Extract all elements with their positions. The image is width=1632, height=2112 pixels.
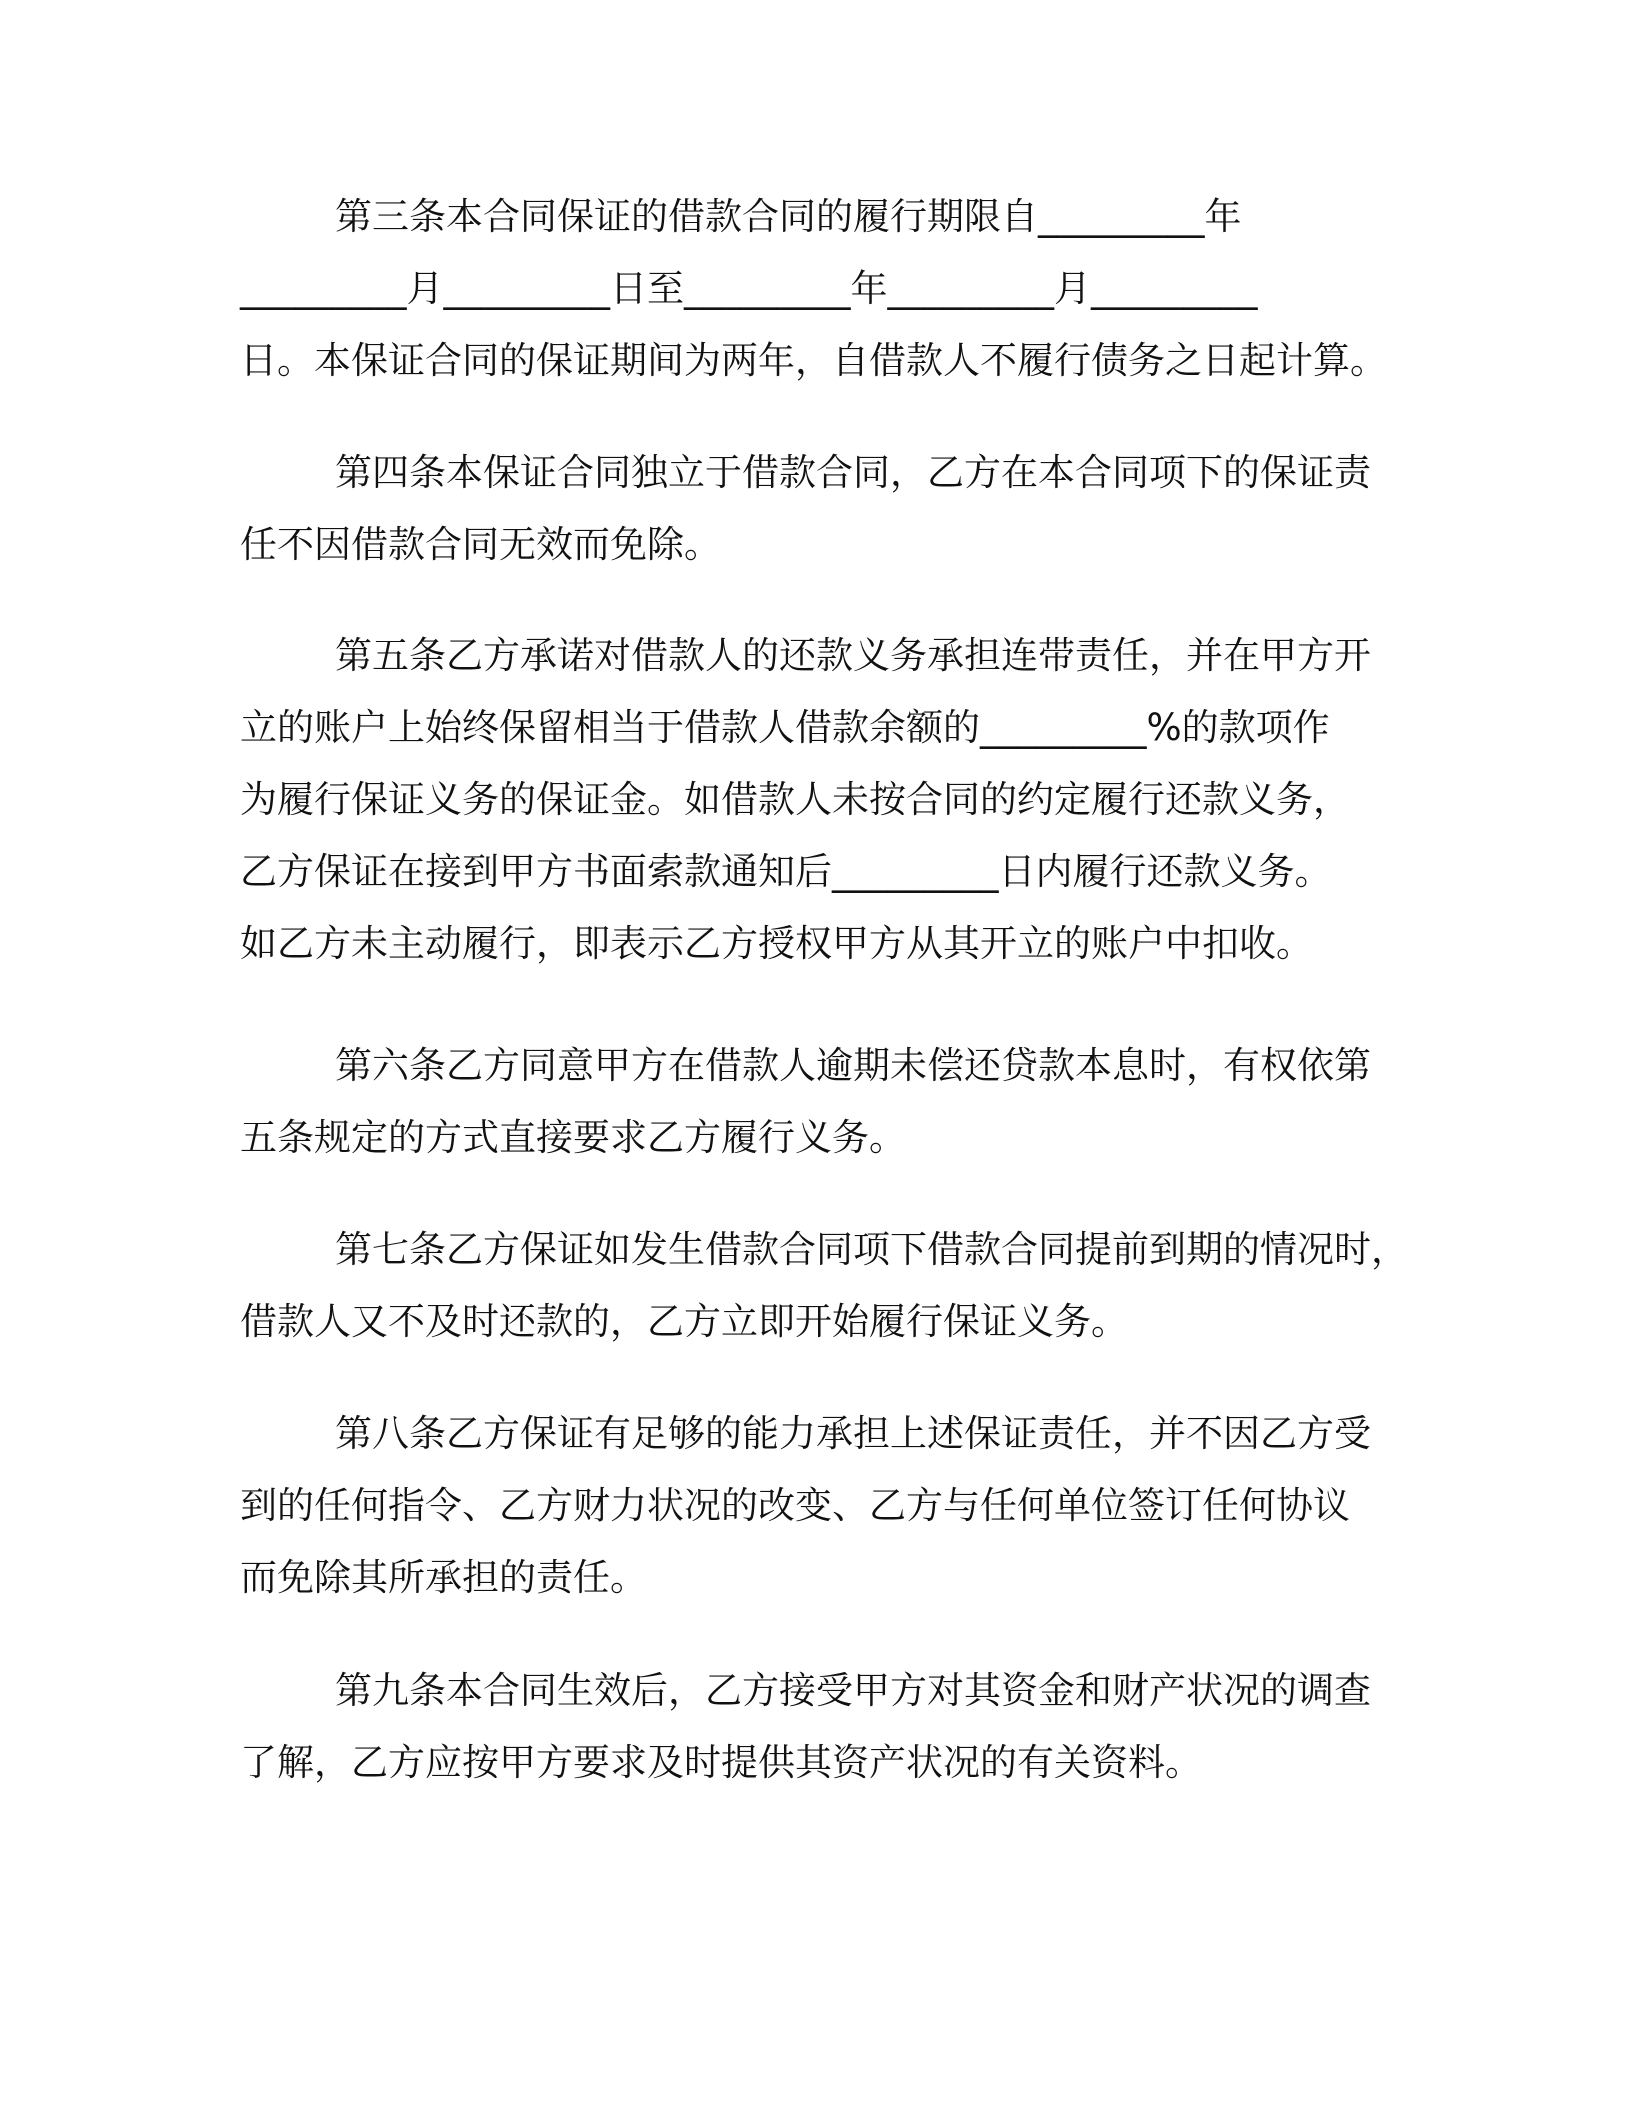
article-5	[240, 620, 1400, 980]
paragraph-line: 如乙方未主动履行，即表示乙方授权甲方从其开立的账户中扣收。	[240, 922, 1313, 965]
paragraph-line: _________月_________日至_________年_________月_________	[240, 267, 1258, 310]
paragraph-line: 任不因借款合同无效而免除。	[240, 523, 721, 566]
article-3	[240, 181, 1400, 397]
paragraph-line: 而免除其所承担的责任。	[240, 1556, 647, 1599]
paragraph-line: 第九条本合同生效后，乙方接受甲方对其资金和财产状况的调查	[335, 1669, 1371, 1712]
paragraph-line: 第八条乙方保证有足够的能力承担上述保证责任，并不因乙方受	[335, 1412, 1371, 1455]
article-4	[240, 437, 1400, 581]
paragraph-line: 日。本保证合同的保证期间为两年，自借款人不履行债务之日起计算。	[240, 339, 1387, 382]
paragraph-line: 第四条本保证合同独立于借款合同，乙方在本合同项下的保证责	[335, 451, 1371, 494]
paragraph-line: 了解，乙方应按甲方要求及时提供其资产状况的有关资料。	[240, 1741, 1202, 1784]
article-8	[240, 1398, 1400, 1614]
paragraph-line: 到的任何指令、乙方财力状况的改变、乙方与任何单位签订任何协议	[240, 1484, 1350, 1527]
article-6	[240, 1030, 1400, 1174]
paragraph-line: 第三条本合同保证的借款合同的履行期限自_________年	[335, 195, 1242, 238]
paragraph-line: 乙方保证在接到甲方书面索款通知后_________日内履行还款义务。	[240, 850, 1332, 893]
paragraph-line: 第七条乙方保证如发生借款合同项下借款合同提前到期的情况时，	[335, 1228, 1408, 1271]
paragraph-line: 借款人又不及时还款的，乙方立即开始履行保证义务。	[240, 1300, 1128, 1343]
paragraph-line: 第六条乙方同意甲方在借款人逾期未偿还贷款本息时，有权依第	[335, 1044, 1371, 1087]
article-9	[240, 1655, 1400, 1799]
paragraph-line: 立的账户上始终保留相当于借款人借款余额的_________%的款项作	[240, 706, 1330, 749]
paragraph-line: 五条规定的方式直接要求乙方履行义务。	[240, 1116, 906, 1159]
paragraph-line: 为履行保证义务的保证金。如借款人未按合同的约定履行还款义务，	[240, 778, 1350, 821]
paragraph-line: 第五条乙方承诺对借款人的还款义务承担连带责任，并在甲方开	[335, 634, 1371, 677]
article-7	[240, 1214, 1408, 1358]
